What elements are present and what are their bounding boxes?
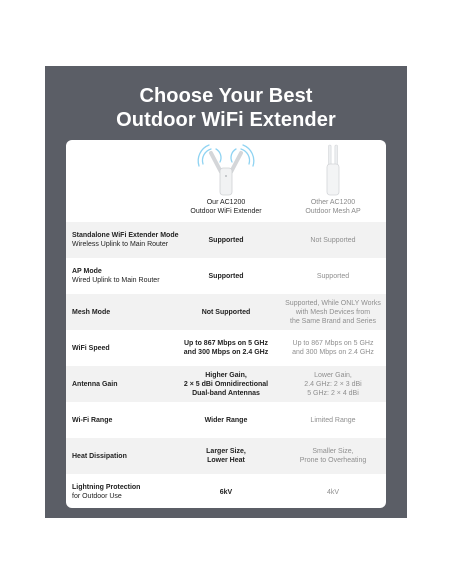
table-row bbox=[66, 438, 386, 474]
cell-line: Supported bbox=[316, 272, 350, 280]
cell-line: Lower Gain, bbox=[314, 371, 352, 379]
comparison-rows bbox=[66, 222, 386, 508]
feature-cell bbox=[72, 438, 180, 474]
cell-line: 2 × 5 dBi Omnidirectional bbox=[183, 380, 269, 388]
feature-cell bbox=[72, 474, 180, 508]
feature-cell bbox=[72, 294, 180, 330]
comparison-table bbox=[66, 140, 386, 508]
cell-line: the Same Brand and Series bbox=[290, 317, 376, 325]
cell-line: Not Supported bbox=[201, 308, 251, 316]
table-row bbox=[66, 474, 386, 508]
cell-line: 4kV bbox=[326, 488, 340, 496]
cell-other bbox=[280, 222, 386, 258]
cell-ours bbox=[173, 330, 279, 366]
feature-cell bbox=[72, 402, 180, 438]
cell-line: Prone to Overheating bbox=[299, 457, 367, 464]
cell-line: and 300 Mbps on 2.4 GHz bbox=[183, 349, 269, 356]
table-row bbox=[66, 294, 386, 330]
comparison-panel bbox=[45, 66, 407, 518]
table-row bbox=[66, 402, 386, 438]
feature-name: Mesh Mode bbox=[72, 308, 111, 316]
cell-ours bbox=[173, 438, 279, 474]
cell-line: Supported, While ONLY Works bbox=[285, 299, 381, 307]
table-row bbox=[66, 222, 386, 258]
feature-subtitle: Wired Uplink to Main Router bbox=[72, 277, 160, 284]
product-other bbox=[280, 140, 386, 222]
cell-line: Up to 867 Mbps on 5 GHz bbox=[292, 340, 374, 347]
cell-ours bbox=[173, 366, 279, 402]
product-ours-name: Our AC1200 Outdoor WiFi Extender bbox=[190, 199, 262, 215]
cell-line: Larger Size, bbox=[206, 448, 246, 455]
feature-cell bbox=[72, 366, 180, 402]
cell-line: and 300 Mbps on 2.4 GHz bbox=[292, 349, 374, 356]
cell-line: 5 GHz: 2 × 4 dBi bbox=[307, 389, 359, 397]
cell-ours bbox=[173, 294, 279, 330]
cell-ours bbox=[173, 402, 279, 438]
outdoor-extender-device-icon bbox=[196, 144, 256, 196]
cell-other bbox=[280, 438, 386, 474]
headline bbox=[45, 84, 407, 132]
product-ours bbox=[173, 140, 279, 222]
table-row bbox=[66, 330, 386, 366]
cell-line: Not Supported bbox=[310, 236, 356, 244]
table-row bbox=[66, 366, 386, 402]
cell-ours bbox=[173, 474, 279, 508]
cell-other bbox=[280, 294, 386, 330]
cell-ours bbox=[173, 258, 279, 294]
cell-line: Limited Range bbox=[310, 416, 356, 424]
cell-other bbox=[280, 330, 386, 366]
headline-line-2: Outdoor WiFi Extender bbox=[116, 109, 336, 131]
feature-cell bbox=[72, 258, 180, 294]
cell-line: Lower Heat bbox=[207, 457, 245, 464]
mesh-ap-device-icon bbox=[303, 144, 363, 196]
cell-line: Smaller Size, bbox=[312, 448, 354, 455]
cell-line: Supported bbox=[208, 272, 244, 280]
feature-cell bbox=[72, 330, 180, 366]
cell-line: Supported bbox=[208, 236, 244, 244]
feature-name: Standalone WiFi Extender Mode bbox=[72, 232, 179, 239]
cell-line: Wider Range bbox=[204, 416, 248, 424]
cell-line: 6kV bbox=[219, 488, 233, 496]
table-row bbox=[66, 258, 386, 294]
cell-other bbox=[280, 402, 386, 438]
feature-name: Antenna Gain bbox=[72, 380, 118, 388]
cell-ours bbox=[173, 222, 279, 258]
product-header bbox=[66, 140, 386, 222]
feature-name: Heat Dissipation bbox=[72, 452, 127, 460]
feature-subtitle: for Outdoor Use bbox=[72, 493, 122, 500]
product-other-name: Other AC1200 Outdoor Mesh AP bbox=[305, 199, 361, 215]
feature-subtitle: Wireless Uplink to Main Router bbox=[72, 241, 169, 248]
cell-other bbox=[280, 258, 386, 294]
feature-cell bbox=[72, 222, 180, 258]
feature-name: Wi-Fi Range bbox=[72, 416, 113, 424]
cell-other bbox=[280, 366, 386, 402]
cell-line: 2.4 GHz: 2 × 3 dBi bbox=[304, 380, 362, 388]
cell-line: Higher Gain, bbox=[205, 371, 247, 379]
cell-other bbox=[280, 474, 386, 508]
cell-line: Dual-band Antennas bbox=[192, 389, 260, 397]
feature-name: WiFi Speed bbox=[72, 344, 110, 352]
headline-line-1: Choose Your Best bbox=[139, 85, 313, 107]
cell-line: Up to 867 Mbps on 5 GHz bbox=[183, 340, 268, 347]
feature-name: AP Mode bbox=[72, 268, 102, 275]
feature-name: Lightning Protection bbox=[72, 484, 141, 491]
cell-line: with Mesh Devices from bbox=[295, 308, 371, 316]
